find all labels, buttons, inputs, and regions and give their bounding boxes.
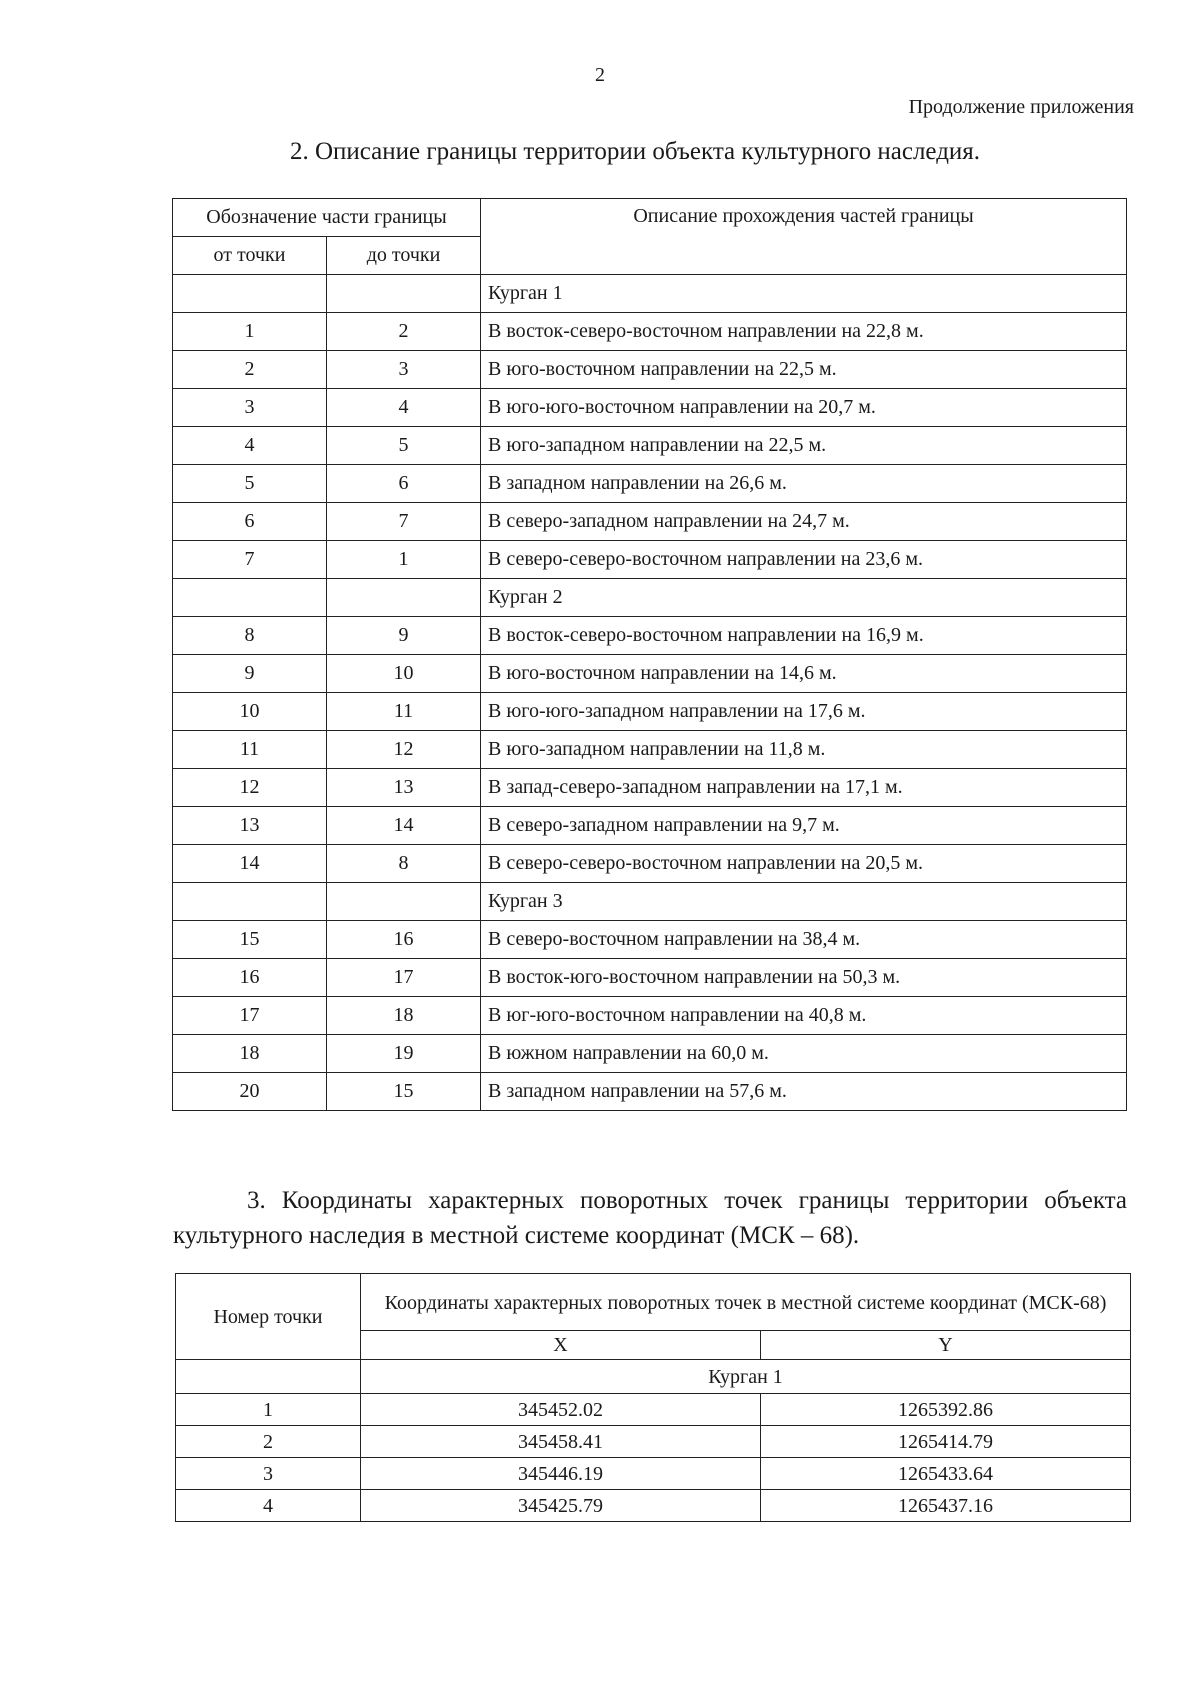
- point-number-cell: 3: [176, 1458, 361, 1490]
- description-cell: В юго-юго-восточном направлении на 20,7 м.: [481, 389, 1127, 427]
- header-x: X: [361, 1331, 761, 1360]
- to-point-cell: 6: [327, 465, 481, 503]
- group-row: [173, 883, 1127, 921]
- group-label: Курган 1: [361, 1360, 1131, 1394]
- table-row: [173, 1035, 1127, 1073]
- description-cell: В северо-западном направлении на 24,7 м.: [481, 503, 1127, 541]
- table-row: [173, 769, 1127, 807]
- from-point-cell: 6: [173, 503, 327, 541]
- from-point-cell: 14: [173, 845, 327, 883]
- description-cell: В западном направлении на 26,6 м.: [481, 465, 1127, 503]
- header-part-designation: Обозначение части границы: [173, 199, 481, 237]
- from-point-cell: 13: [173, 807, 327, 845]
- to-point-cell: [327, 275, 481, 313]
- header-y: Y: [761, 1331, 1131, 1360]
- table-row: [173, 389, 1127, 427]
- table-row: [176, 1426, 1131, 1458]
- to-point-cell: 12: [327, 731, 481, 769]
- description-cell: В северо-западном направлении на 9,7 м.: [481, 807, 1127, 845]
- from-point-cell: [173, 883, 327, 921]
- table-row: [173, 541, 1127, 579]
- group-row: [173, 579, 1127, 617]
- description-cell: В западном направлении на 57,6 м.: [481, 1073, 1127, 1111]
- table-row: [173, 731, 1127, 769]
- header-description: Описание прохождения частей границы: [481, 199, 1127, 275]
- from-point-cell: 20: [173, 1073, 327, 1111]
- description-cell: В восток-юго-восточном направлении на 50,3 м.: [481, 959, 1127, 997]
- point-number-cell: 4: [176, 1490, 361, 1522]
- description-cell: В запад-северо-западном направлении на 17,1 м.: [481, 769, 1127, 807]
- page-number: 2: [595, 64, 605, 86]
- to-point-cell: 2: [327, 313, 481, 351]
- table-row: [173, 845, 1127, 883]
- description-cell: В юго-западном направлении на 22,5 м.: [481, 427, 1127, 465]
- boundary-description-table: [172, 198, 1127, 1111]
- x-coordinate-cell: 345425.79: [361, 1490, 761, 1522]
- from-point-cell: 1: [173, 313, 327, 351]
- description-cell: В северо-восточном направлении на 38,4 м.: [481, 921, 1127, 959]
- header-coordinates: Координаты характерных поворотных точек в местной системе координат (МСК-68): [361, 1274, 1131, 1331]
- to-point-cell: [327, 883, 481, 921]
- coords-group-row: [176, 1360, 1131, 1394]
- from-point-cell: 8: [173, 617, 327, 655]
- to-point-cell: 1: [327, 541, 481, 579]
- to-point-cell: 18: [327, 997, 481, 1035]
- table-row: [173, 617, 1127, 655]
- to-point-cell: 4: [327, 389, 481, 427]
- table-row: [173, 427, 1127, 465]
- description-cell: В северо-северо-восточном направлении на 20,5 м.: [481, 845, 1127, 883]
- from-point-cell: 2: [173, 351, 327, 389]
- group-label: Курган 2: [481, 579, 1127, 617]
- coordinates-table: [175, 1273, 1131, 1522]
- to-point-cell: 9: [327, 617, 481, 655]
- to-point-cell: 14: [327, 807, 481, 845]
- description-cell: В восток-северо-восточном направлении на 22,8 м.: [481, 313, 1127, 351]
- y-coordinate-cell: 1265437.16: [761, 1490, 1131, 1522]
- table-row: [176, 1394, 1131, 1426]
- to-point-cell: 11: [327, 693, 481, 731]
- description-cell: В юг-юго-восточном направлении на 40,8 м.: [481, 997, 1127, 1035]
- to-point-cell: [327, 579, 481, 617]
- to-point-cell: 15: [327, 1073, 481, 1111]
- point-number-cell: 1: [176, 1394, 361, 1426]
- from-point-cell: 17: [173, 997, 327, 1035]
- from-point-cell: 10: [173, 693, 327, 731]
- to-point-cell: 10: [327, 655, 481, 693]
- from-point-cell: 12: [173, 769, 327, 807]
- description-cell: В юго-западном направлении на 11,8 м.: [481, 731, 1127, 769]
- group-empty-cell: [176, 1360, 361, 1394]
- from-point-cell: 7: [173, 541, 327, 579]
- to-point-cell: 8: [327, 845, 481, 883]
- table-row: [173, 921, 1127, 959]
- x-coordinate-cell: 345458.41: [361, 1426, 761, 1458]
- table-header-row: [173, 199, 1127, 237]
- group-row: [173, 275, 1127, 313]
- y-coordinate-cell: 1265392.86: [761, 1394, 1131, 1426]
- table-row: [173, 313, 1127, 351]
- table-row: [173, 503, 1127, 541]
- x-coordinate-cell: 345446.19: [361, 1458, 761, 1490]
- from-point-cell: 15: [173, 921, 327, 959]
- coords-header-row: [176, 1274, 1131, 1331]
- to-point-cell: 7: [327, 503, 481, 541]
- to-point-cell: 17: [327, 959, 481, 997]
- to-point-cell: 19: [327, 1035, 481, 1073]
- description-cell: В северо-северо-восточном направлении на 23,6 м.: [481, 541, 1127, 579]
- description-cell: В юго-восточном направлении на 22,5 м.: [481, 351, 1127, 389]
- to-point-cell: 3: [327, 351, 481, 389]
- point-number-cell: 2: [176, 1426, 361, 1458]
- table-row: [173, 351, 1127, 389]
- x-coordinate-cell: 345452.02: [361, 1394, 761, 1426]
- y-coordinate-cell: 1265414.79: [761, 1426, 1131, 1458]
- header-from-point: от точки: [173, 237, 327, 275]
- table-row: [176, 1490, 1131, 1522]
- description-cell: В восток-северо-восточном направлении на 16,9 м.: [481, 617, 1127, 655]
- group-label: Курган 3: [481, 883, 1127, 921]
- from-point-cell: 3: [173, 389, 327, 427]
- table-row: [173, 807, 1127, 845]
- from-point-cell: 18: [173, 1035, 327, 1073]
- from-point-cell: 16: [173, 959, 327, 997]
- header-point-number: Номер точки: [176, 1274, 361, 1360]
- description-cell: В юго-юго-западном направлении на 17,6 м.: [481, 693, 1127, 731]
- description-cell: В южном направлении на 60,0 м.: [481, 1035, 1127, 1073]
- table-row: [173, 959, 1127, 997]
- table-row: [173, 1073, 1127, 1111]
- description-cell: В юго-восточном направлении на 14,6 м.: [481, 655, 1127, 693]
- table-row: [173, 693, 1127, 731]
- table-row: [173, 465, 1127, 503]
- section-3-title: 3. Координаты характерных поворотных точек границы территории объекта культурного наследия в местной системе координат (МСК – 68).: [173, 1187, 1127, 1249]
- group-label: Курган 1: [481, 275, 1127, 313]
- from-point-cell: 5: [173, 465, 327, 503]
- to-point-cell: 5: [327, 427, 481, 465]
- header-to-point: до точки: [327, 237, 481, 275]
- to-point-cell: 16: [327, 921, 481, 959]
- from-point-cell: 4: [173, 427, 327, 465]
- y-coordinate-cell: 1265433.64: [761, 1458, 1131, 1490]
- to-point-cell: 13: [327, 769, 481, 807]
- table-row: [173, 997, 1127, 1035]
- from-point-cell: 9: [173, 655, 327, 693]
- from-point-cell: 11: [173, 731, 327, 769]
- from-point-cell: [173, 275, 327, 313]
- continuation-note: Продолжение приложения: [908, 96, 1134, 118]
- from-point-cell: [173, 579, 327, 617]
- table-row: [176, 1458, 1131, 1490]
- table-row: [173, 655, 1127, 693]
- section-2-title: 2. Описание границы территории объекта культурного наследия.: [289, 138, 981, 165]
